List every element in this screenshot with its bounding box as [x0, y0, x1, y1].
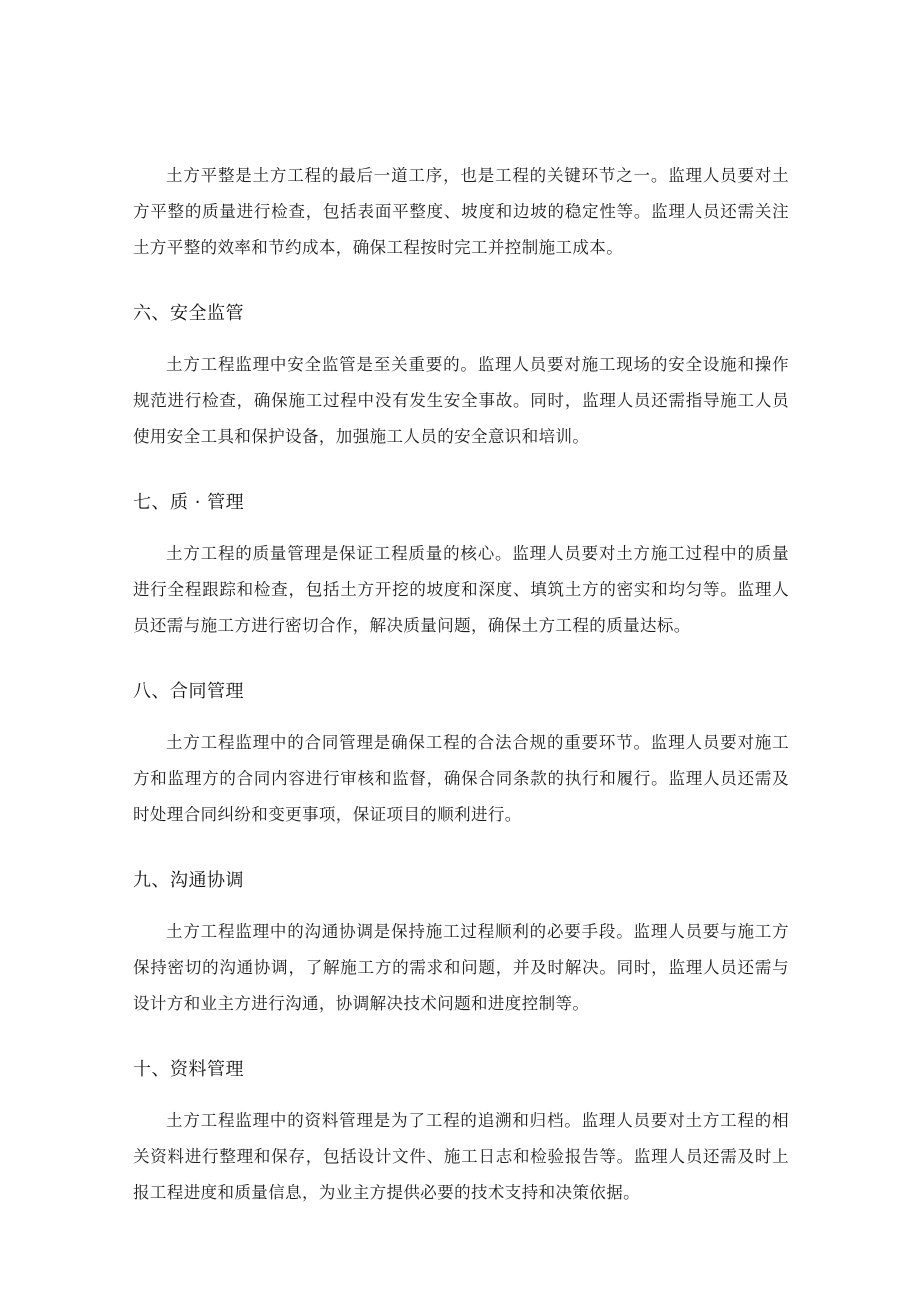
document-body	[133, 158, 789, 1211]
section-quality	[133, 485, 789, 644]
section-heading: 十、资料管理	[133, 1059, 244, 1080]
section-heading: 七、质 · 管理	[133, 492, 245, 513]
section-records	[133, 1052, 789, 1211]
section-paragraph: 土方工程监理中安全监管是至关重要的。监理人员要对施工现场的安全设施和操作规范进行检查，确保施工过程中没有发生安全事故。同时，监理人员还需指导施工人员使用安全工具和保护设备，加强施工人员的安全意识和培训。	[133, 355, 789, 446]
section-safety	[133, 296, 789, 455]
section-communication	[133, 863, 789, 1022]
section-paragraph: 土方工程的质量管理是保证工程质量的核心。监理人员要对土方施工过程中的质量进行全程跟踪和检查，包括土方开挖的坡度和深度、填筑土方的密实和均匀等。监理人员还需与施工方进行密切合作，解决质量问题，确保土方工程的质量达标。	[133, 544, 789, 635]
section-heading: 六、安全监管	[133, 303, 244, 324]
section-heading: 八、合同管理	[133, 681, 244, 702]
intro-paragraph: 土方平整是土方工程的最后一道工序，也是工程的关键环节之一。监理人员要对土方平整的质量进行检查，包括表面平整度、坡度和边坡的稳定性等。监理人员还需关注土方平整的效率和节约成本，确保工程按时完工并控制施工成本。	[133, 166, 789, 257]
section-heading: 九、沟通协调	[133, 870, 244, 891]
section-paragraph: 土方工程监理中的合同管理是确保工程的合法合规的重要环节。监理人员要对施工方和监理方的合同内容进行审核和监督，确保合同条款的执行和履行。监理人员还需及时处理合同纠纷和变更事项，保证项目的顺利进行。	[133, 733, 789, 824]
section-paragraph: 土方工程监理中的沟通协调是保持施工过程顺利的必要手段。监理人员要与施工方保持密切的沟通协调，了解施工方的需求和问题，并及时解决。同时，监理人员还需与设计方和业主方进行沟通，协调解决技术问题和进度控制等。	[133, 922, 789, 1013]
section-contract	[133, 674, 789, 833]
section-paragraph: 土方工程监理中的资料管理是为了工程的追溯和归档。监理人员要对土方工程的相关资料进行整理和保存，包括设计文件、施工日志和检验报告等。监理人员还需及时上报工程进度和质量信息，为业主方提供必要的技术支持和决策依据。	[133, 1111, 789, 1202]
